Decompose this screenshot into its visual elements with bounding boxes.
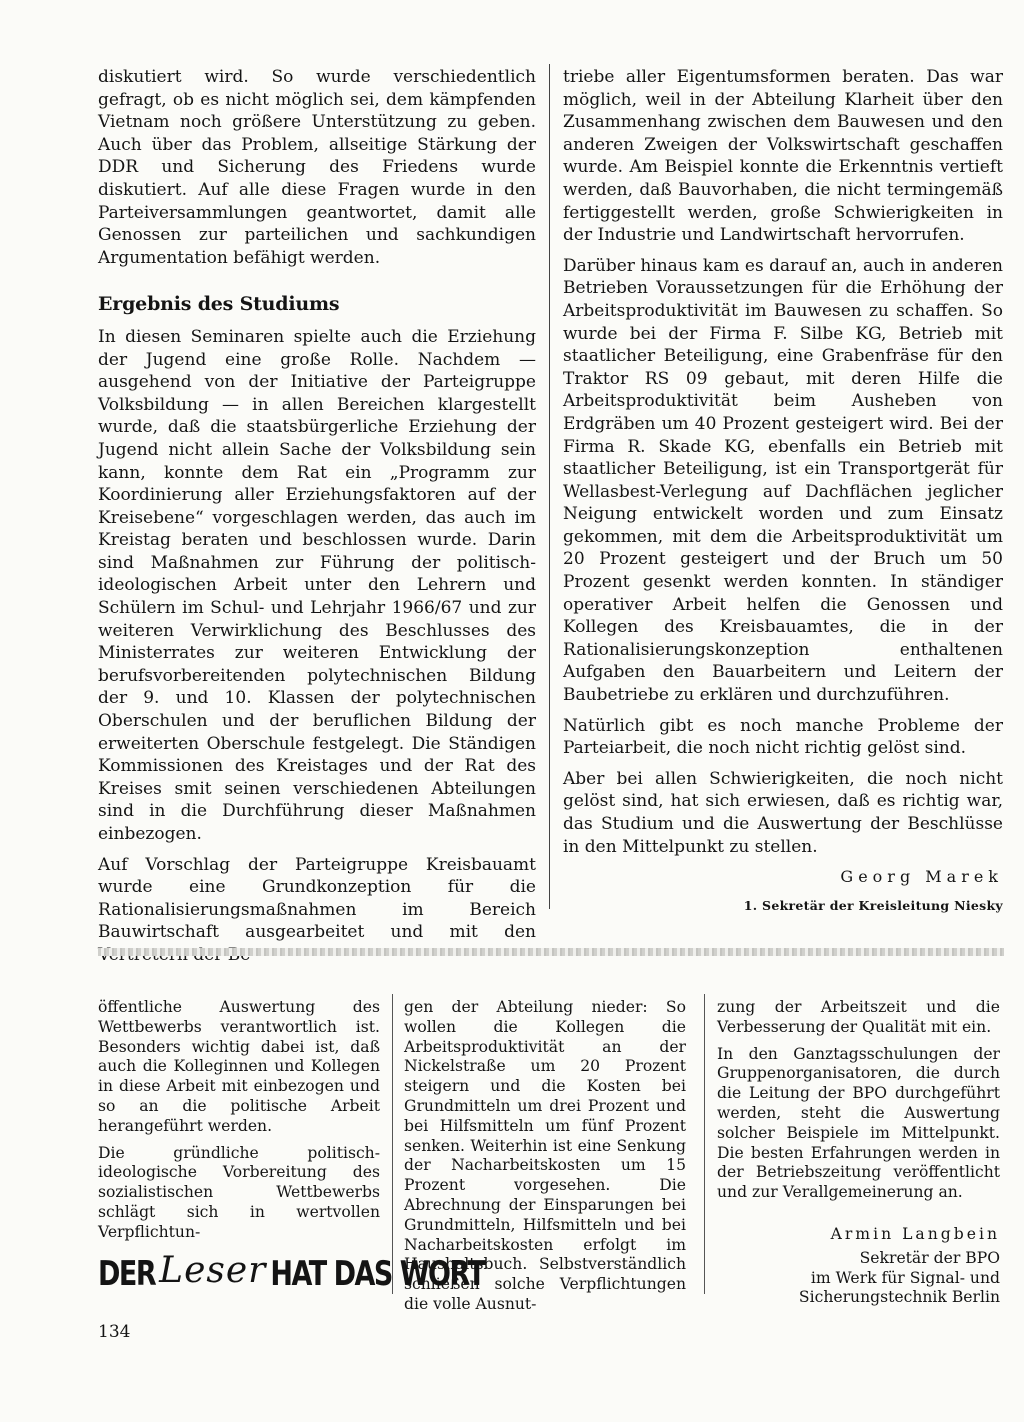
- paragraph: In diesen Seminaren spielte auch die Erziehung der Jugend eine große Rolle. Nachdem — ausgehend von der Initiative der Parteigruppe Volksbildung — in allen Bereichen klargestellt wurde, daß die staatsbürgerliche Erziehung der Jugend nicht allein Sache der Volksbildung sein kann, konnte dem Rat ein „Programm zur Koordinierung aller Erziehungsfaktoren auf der Kreisebene“ vorgeschlagen werden, das auch im Kreistag beraten und beschlossen wurde. Darin sind Maßnahmen zur Führung der politisch-ideologischen Arbeit unter den Lehrern und Schülern im Schul- und Lehrjahr 1966/67 und zur weiteren Verwirklichung des Beschlusses des Ministerrates zur weiteren Entwicklung der berufsvorbereitenden polytechnischen Bildung der 9. und 10. Klassen der polytechnischen Oberschulen und der beruflichen Bildung der erweiterten Oberschule festgelegt. Die Ständigen Kommissionen des Kreistages und der Rat des Kreises smit seinen verschiedenen Abteilungen sind in die Durchführung dieser Maßnahmen einbezogen.: [98, 326, 536, 844]
- author-role: Sicherungstechnik Berlin: [798, 1288, 1000, 1307]
- author-signature: [717, 1225, 1000, 1308]
- bottom-column-1: [98, 998, 380, 1250]
- banner-text: DER: [98, 1254, 156, 1294]
- banner-script-text: Leser: [159, 1249, 267, 1291]
- top-left-column: [98, 66, 536, 975]
- paragraph: triebe aller Eigentumsformen beraten. Das war möglich, weil in der Abteilung Klarheit über den Zusammenhang zwischen dem Bauwesen und den anderen Zweigen der Volkswirtschaft geschaffen wurde. Am Beispiel konnte die Erkenntnis vertieft werden, daß Bauvorhaben, die nicht termingemäß fertiggestellt werden, große Schwierigkeiten in der Industrie und Landwirtschaft hervorrufen.: [563, 67, 1003, 246]
- author-name: Georg Marek: [840, 867, 1003, 887]
- section-heading: Ergebnis des Studiums: [98, 293, 340, 316]
- paragraph: öffentliche Auswertung des Wettbewerbs verantwortlich ist. Besonders wichtig dabei ist, daß auch die Kolleginnen und Kollegen in diese Arbeit mit einbezogen und so an die politische Arbeit herangeführt werden.: [98, 998, 380, 1135]
- author-role: im Werk für Signal- und: [810, 1268, 1000, 1287]
- paragraph: Darüber hinaus kam es darauf an, auch in anderen Betrieben Voraussetzungen für die Erhöhung der Arbeitsproduktivität im Bauwesen zu schaffen. So wurde bei der Firma F. Silbe KG, Betrieb mit staatlicher Beteiligung, eine Grabenfräse für den Traktor RS 09 gebaut, mit deren Hilfe die Arbeitsproduktivität beim Ausheben von Erdgräben um 40 Prozent gesteigert wird. Bei der Firma R. Skade KG, ebenfalls ein Betrieb mit staatlicher Beteiligung, ist ein Transportgerät für Wellasbest-Verlegung auf Dachflächen jeglicher Neigung entwickelt worden und zum Einsatz gekommen, mit dem die Arbeitsproduktivität um 20 Prozent gesteigert und der Bruch um 50 Prozent gesenkt werden konnten. In ständiger operativer Arbeit helfen die Genossen und Kollegen des Kreisbauamtes, die in der Rationalisierungskonzeption enthaltenen Aufgaben den Bauarbeitern und Leitern der Baubetriebe zu erklären und durchzuführen.: [563, 255, 1003, 706]
- paragraph: Natürlich gibt es noch manche Probleme der Parteiarbeit, die noch nicht richtig gelöst sind.: [563, 715, 1003, 759]
- column-divider: [392, 994, 393, 1294]
- column-divider: [549, 64, 550, 909]
- page-number: 134: [98, 1322, 131, 1342]
- paragraph: zung der Arbeitszeit und die Verbesserung der Qualität mit ein.: [717, 998, 1000, 1036]
- paragraph: In den Ganztagsschulungen der Gruppenorganisatoren, die durch die Leitung der BPO durchgeführt werden, steht die Auswertung solcher Beispiele im Mittelpunkt. Die besten Erfahrungen werden in der Betriebszeitung veröffentlicht und zur Verallgemeinerung an.: [717, 1044, 1000, 1202]
- top-right-column: [563, 66, 1003, 917]
- author-signature: [563, 866, 1003, 917]
- paragraph: Auf Vorschlag der Parteigruppe Kreisbauamt wurde eine Grundkonzeption für die Rationalisierungsmaßnahmen im Bereich Bauwirtschaft ausgearbeitet und mit den: [98, 854, 536, 943]
- column-divider: [704, 994, 705, 1294]
- paragraph: diskutiert wird. So wurde verschiedentlich gefragt, ob es nicht möglich sei, dem kämpfenden Vietnam noch größere Unterstützung zu geben. Auch über das Problem, allseitige Stärkung der DDR und Sicherung des Friedens wurde diskutiert. Auf alle diese Fragen wurde in den Parteiversammlungen geantwortet, damit alle Genossen zur parteilichen und sachkundigen Argumentation befähigt werden.: [98, 67, 536, 268]
- author-role: 1. Sekretär der Kreisleitung Niesky: [743, 897, 1003, 913]
- paragraph: Die gründliche politisch-ideologische Vorbereitung des sozialistischen Wettbewerbs schlägt sich in wertvollen Verpflichtun-: [98, 1143, 380, 1241]
- bottom-column-3: [717, 998, 1000, 1308]
- author-role: Sekretär der BPO: [859, 1248, 1000, 1267]
- paragraph: Aber bei allen Schwierigkeiten, die noch nicht gelöst sind, hat sich erwiesen, daß es richtig war, das Studium und die Auswertung der Beschlüsse in den Mittelpunkt zu stellen.: [563, 768, 1003, 857]
- rubric-banner: [98, 1249, 485, 1296]
- author-name: Armin Langbein: [830, 1224, 1000, 1243]
- section-separator: [98, 948, 1004, 956]
- banner-text: HAT DAS WORT: [270, 1254, 485, 1294]
- paragraph: gen der Abteilung nieder: So wollen die Kollegen die Arbeitsproduktivität an der Nickelstraße um 20 Prozent steigern und die Kosten bei Grundmitteln um drei Prozent und bei Hilfsmitteln um fünf Prozent senken. Weiterhin ist eine Senkung der Nacharbeitskosten um 15 Prozent vorgesehen. Die Abrechnung der Einsparungen bei Grundmitteln, Hilfsmitteln und bei Nacharbeitskosten erfolgt im Haushaltsbuch. Selbstverständlich schließen solche Verpflichtungen die volle Ausnut-: [404, 998, 686, 1313]
